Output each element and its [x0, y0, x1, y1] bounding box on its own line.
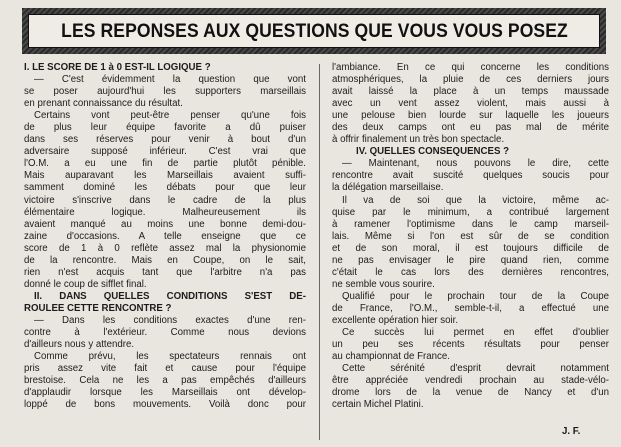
text-line: score de 1 à 0 reflète assez mal la physionomie — [24, 242, 306, 254]
text-line: atmosphériques, la pluie de ces derniers jours — [332, 74, 609, 86]
text-line: pris assez vite fait et cause pour l'équipe — [24, 363, 306, 375]
text-line: Ce succès lui permet en effet d'oublier — [342, 327, 609, 339]
column-divider — [319, 64, 320, 440]
text-line: Certains vont peut-être penser qu'une fois — [34, 110, 306, 122]
text-line: de la rencontre. Mais en Coupe, on le sait, — [24, 254, 306, 266]
question-1-heading: I. LE SCORE DE 1 à 0 EST-IL LOGIQUE ? — [24, 62, 211, 73]
text-line: adversaire supposé inférieur. C'est vrai que — [24, 146, 306, 158]
text-line: et de son moral, il est toujours difficile de — [332, 242, 609, 254]
text-line: — Dans les conditions exactes d'une ren- — [34, 314, 306, 326]
text-line: un peu ses récents résultats pour penser — [332, 339, 609, 351]
text-line: être appréciée vendredi prochain au stade-vélo- — [332, 375, 609, 387]
question-2-heading: II. DANS QUELLES CONDITIONS S'EST DE- — [34, 290, 306, 302]
right-column — [332, 62, 609, 411]
text-line: en prenant connaissance du résultat. — [24, 98, 183, 110]
text-line: — C'est évidemment la question que vont — [34, 74, 306, 86]
title-banner — [22, 8, 606, 54]
text-line: de plus leur équipe favorite a dû puiser — [24, 122, 306, 134]
text-line: Il va de soi que la victoire, même ac- — [342, 194, 609, 206]
text-line: des deux camps ont eu pas mal de mérite — [332, 122, 609, 134]
text-line: à ramener l'optimisme dans le camp marseil- — [332, 218, 609, 230]
text-line: l'ambiance. En ce qui concerne les conditions — [332, 62, 609, 73]
text-line: Comme prévu, les spectateurs rennais ont — [34, 351, 306, 363]
text-line: loppé de bons mouvements. Voilà donc pour — [24, 399, 306, 411]
text-line: Mais auparavant les Marseillais avaient suffi- — [24, 170, 306, 182]
text-line: ne semble vous sourire. — [332, 278, 435, 290]
text-line: zaine d'occasions. A telle enseigne que ce — [24, 230, 306, 242]
text-line: Cette sérénité d'esprit devrait notamment — [342, 363, 609, 375]
text-line: au championnat de France. — [332, 351, 450, 363]
text-line: contre à l'extérieur. Comme nous devions — [24, 327, 306, 339]
text-line: Qualifié pour le prochain tour de la Coupe — [342, 290, 609, 302]
text-line: victoire s'inscrive dans le cadre de la plus — [24, 194, 306, 206]
text-line: rien n'est acquis tant que l'arbitre n'a pas — [24, 266, 306, 278]
text-line: se poser aujourd'hui les supporters marseillais — [24, 86, 306, 98]
text-line: élémentaire logique. Malheureusement ils — [24, 206, 306, 218]
page-title: LES REPONSES AUX QUESTIONS QUE VOUS VOUS POSEZ — [60, 19, 568, 42]
text-line: de France, l'O.M., semble-t-il, a effectué une — [332, 302, 609, 314]
text-line: ne pas envisager le pire quand rien, comme — [332, 254, 609, 266]
text-line: à offrir finalement un très bon spectacle. — [332, 134, 505, 146]
text-line: la délégation marseillaise. — [332, 182, 444, 194]
left-column — [24, 62, 306, 411]
text-line: dans ses réserves pour venir à bout d'un — [24, 134, 306, 146]
text-line: l'O.M. a eu une fin de partie plutôt pénible. — [24, 158, 306, 170]
text-line: excellente opération hier soir. — [332, 314, 459, 326]
text-line: avec un vent assez violent, mais aussi à — [332, 98, 609, 110]
text-line: d'applaudir lorsque les Marseillais ont dévelop- — [24, 387, 306, 399]
text-line: lais. Même si l'on est sûr de se condition — [332, 230, 609, 242]
title-box — [28, 14, 600, 48]
question-4-heading: IV. QUELLES CONSEQUENCES ? — [356, 146, 510, 158]
author-signature: J. F. — [562, 426, 581, 437]
text-line: quise par le minimum, a contribué largement — [332, 206, 609, 218]
text-line: rencontre avait suscité quelques soucis pour — [332, 170, 609, 182]
text-line: samment dominé les débats pour que leur — [24, 182, 306, 194]
text-line: avait laissé la place à un temps maussade — [332, 86, 609, 98]
text-line: donné le coup de sifflet final. — [24, 278, 147, 290]
text-line: c'était le cas lors des dernières rencontres, — [332, 266, 609, 278]
text-line: une pelouse bien lourde sur laquelle les joueurs — [332, 110, 609, 122]
text-line: certain Michel Platini. — [332, 399, 424, 411]
question-2-heading-cont: ROULEE CETTE RENCONTRE ? — [24, 302, 172, 314]
text-line: avaient manqué au moins une bonne demi-dou- — [24, 218, 306, 230]
text-line: d'ailleurs nous y attendre. — [24, 339, 135, 351]
text-line: — Maintenant, nous pouvons le dire, cette — [342, 158, 609, 170]
text-line: drome lors de la venue de Nancy et d'un — [332, 387, 609, 399]
text-line: brestoise. Cela ne les a pas empêchés d'ailleurs — [24, 375, 306, 387]
